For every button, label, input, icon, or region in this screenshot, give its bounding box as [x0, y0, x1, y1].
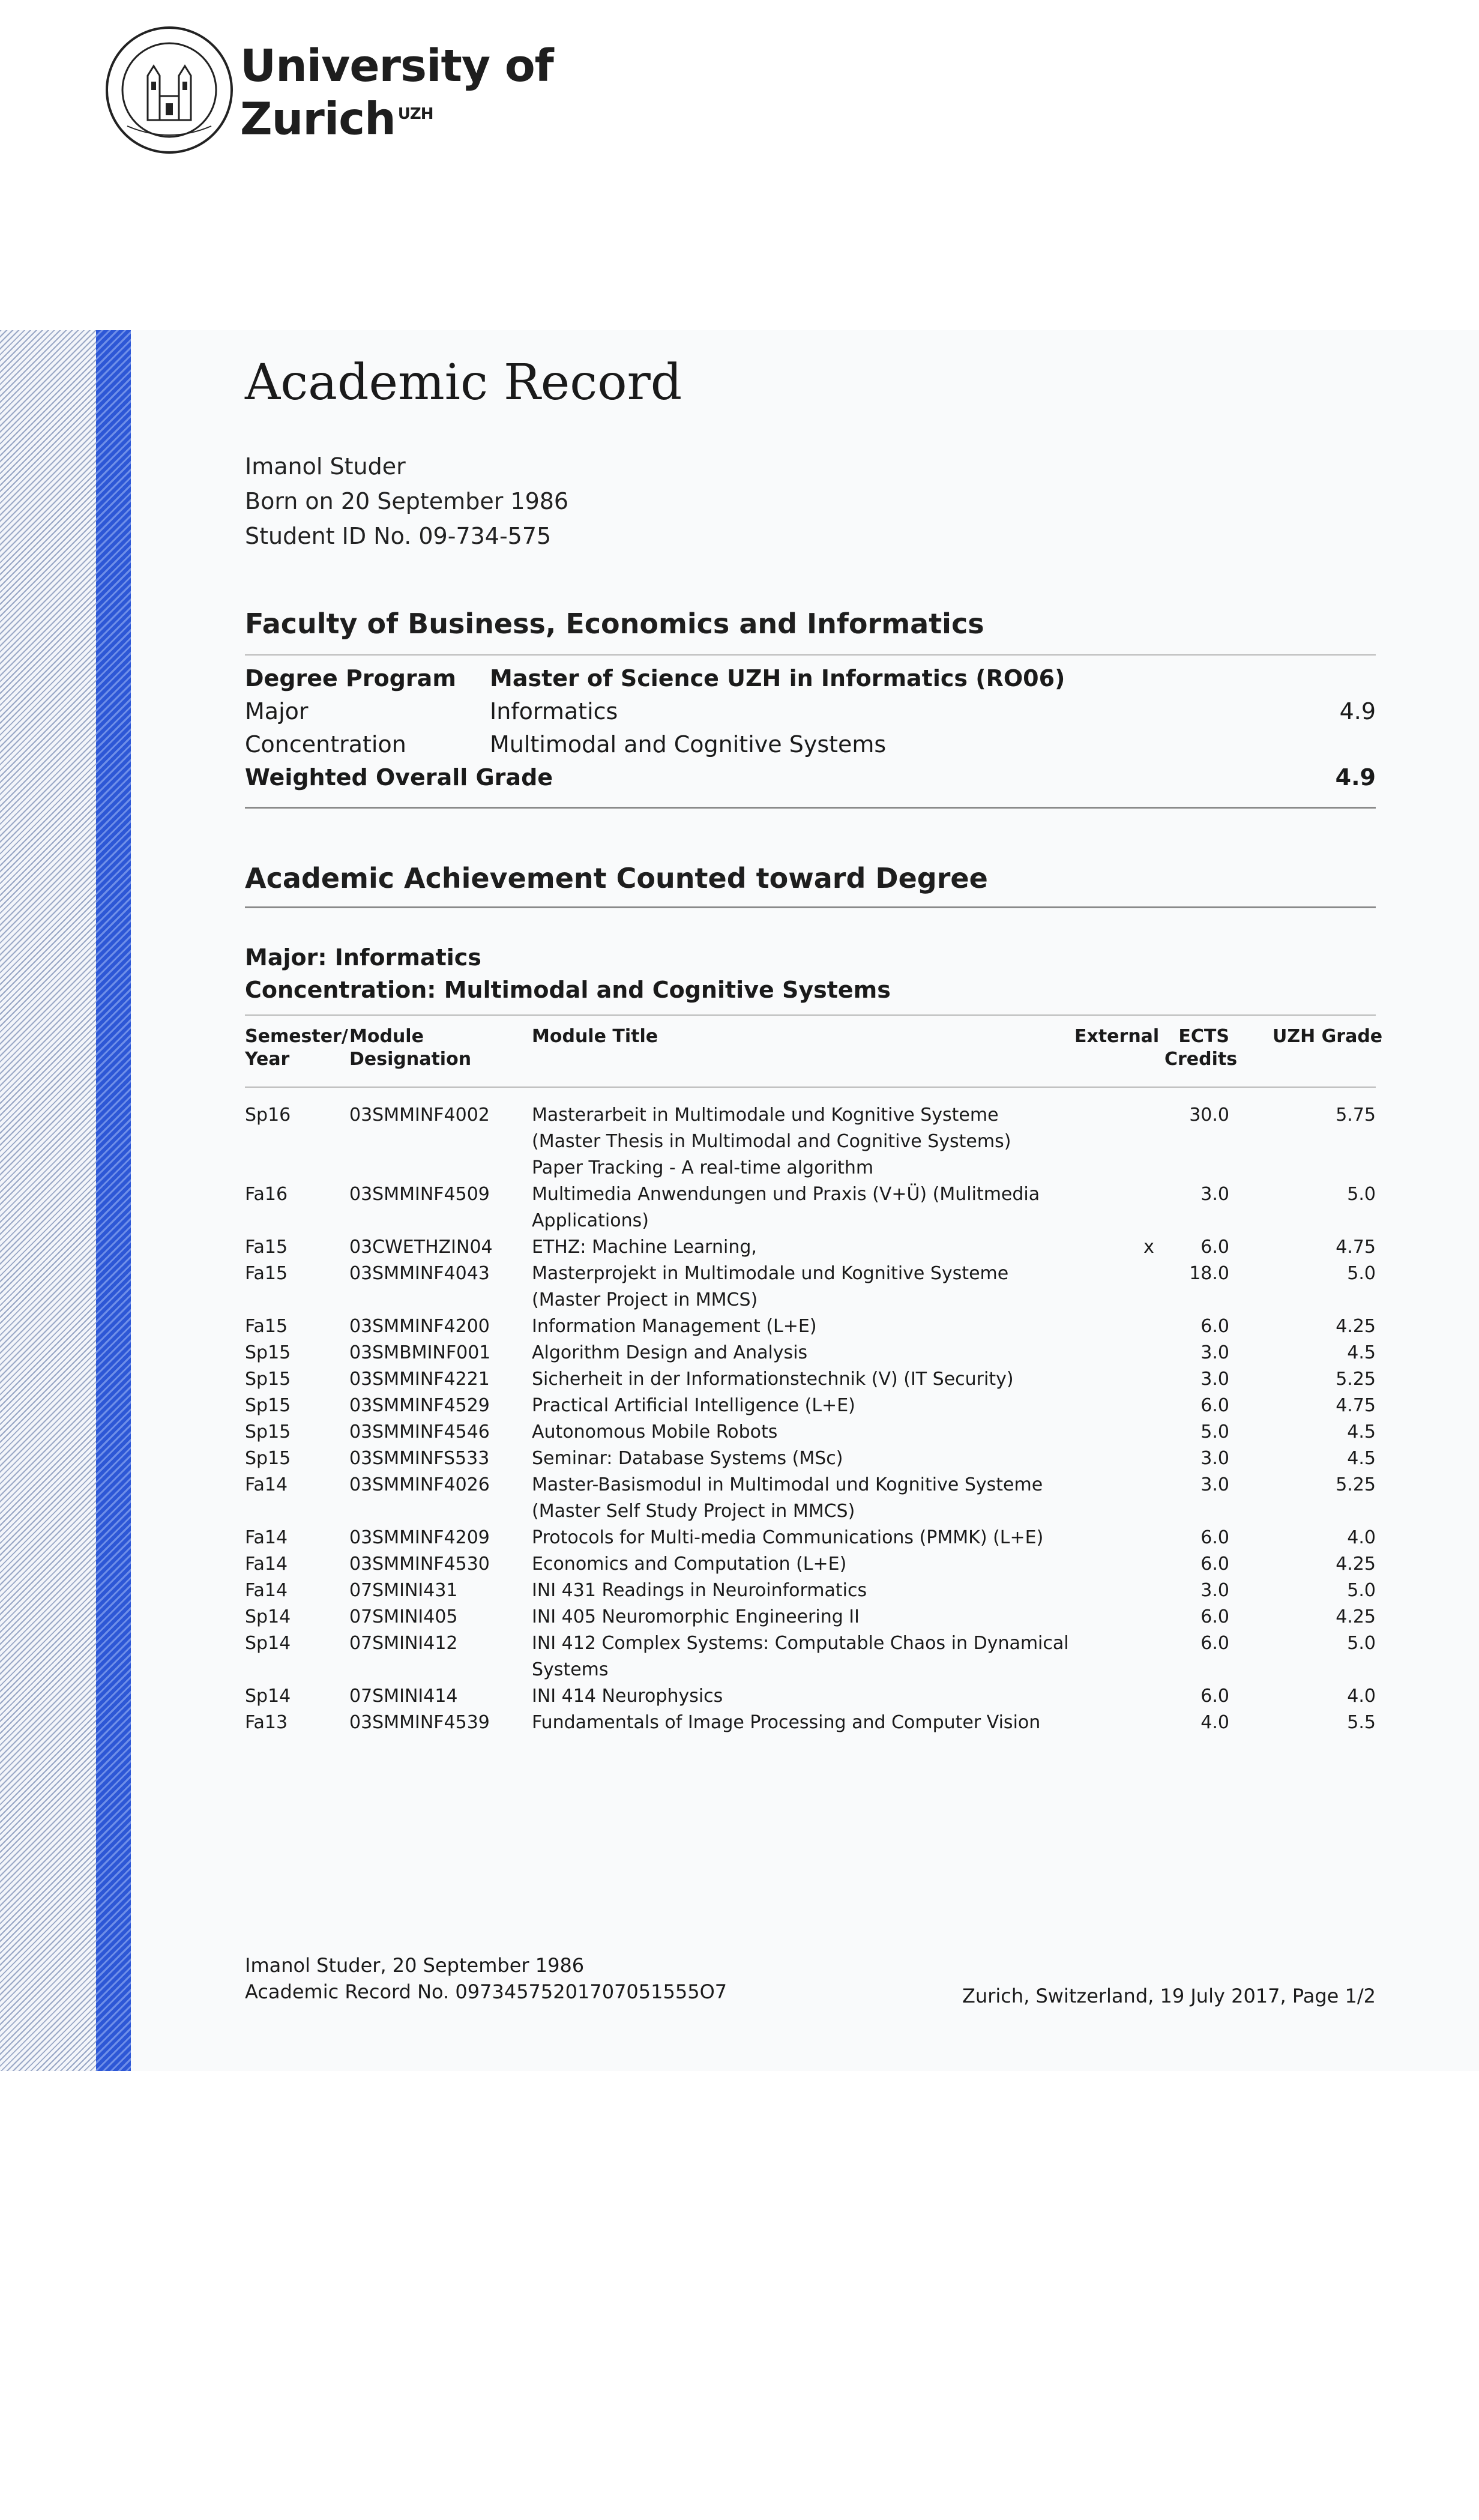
uzh-grade-cell: 4.25	[1336, 1606, 1376, 1627]
table-row	[245, 1551, 1376, 1578]
table-row	[245, 1578, 1376, 1604]
header-module-line2: Designation	[349, 1049, 472, 1070]
semester-cell: Fa15	[245, 1263, 288, 1284]
faculty-bottom-rule	[245, 807, 1376, 809]
degree-program-label: Degree Program	[245, 665, 456, 692]
wordmark-uzh: UZH	[397, 105, 433, 123]
achievement-major: Major: Informatics	[245, 944, 481, 971]
module-designation-cell: 07SMINI431	[349, 1580, 458, 1601]
module-designation-cell: 03CWETHZIN04	[349, 1237, 493, 1258]
semester-cell: Sp15	[245, 1395, 291, 1416]
student-birth-date: Born on 20 September 1986	[245, 488, 569, 514]
ects-credits-cell: 6.0	[1200, 1316, 1229, 1337]
uzh-grade-cell: 5.25	[1336, 1369, 1376, 1390]
ects-credits-cell: 3.0	[1200, 1580, 1229, 1601]
header-semester	[245, 1025, 348, 1071]
ects-credits-cell: 6.0	[1200, 1606, 1229, 1627]
module-designation-cell: 03SMMINFS533	[349, 1448, 490, 1469]
concentration-row	[245, 731, 1376, 764]
major-value: Informatics	[490, 698, 618, 725]
uzh-grade-cell: 4.5	[1347, 1448, 1376, 1469]
semester-cell: Fa14	[245, 1554, 288, 1575]
module-title: Economics and Computation (L+E)	[532, 1554, 847, 1575]
module-designation-cell: 03SMMINF4509	[349, 1184, 490, 1205]
semester-cell: Sp15	[245, 1421, 291, 1442]
ects-credits-cell: 3.0	[1200, 1184, 1229, 1205]
uzh-grade-cell: 5.0	[1347, 1580, 1376, 1601]
ects-credits-cell: 6.0	[1200, 1527, 1229, 1548]
header-ects	[1164, 1025, 1238, 1071]
table-row	[245, 1340, 1376, 1366]
footer-name-line: Imanol Studer, 20 September 1986	[245, 1954, 585, 1977]
table-row	[245, 1525, 1376, 1551]
module-title: Practical Artificial Intelligence (L+E)	[532, 1395, 855, 1416]
module-designation-cell: 03SMMINF4043	[349, 1263, 490, 1284]
header-module-title: Module Title	[532, 1026, 658, 1047]
uzh-grade-cell: 5.0	[1347, 1633, 1376, 1654]
weighted-grade-label: Weighted Overall Grade	[245, 764, 553, 791]
uzh-grade-cell: 4.5	[1347, 1421, 1376, 1442]
course-table-body	[245, 1102, 1376, 1736]
ects-credits-cell: 30.0	[1189, 1105, 1229, 1126]
semester-cell: Sp15	[245, 1448, 291, 1469]
table-row	[245, 1313, 1376, 1340]
module-title: ETHZ: Machine Learning,	[532, 1237, 757, 1258]
module-title: Information Management (L+E)	[532, 1316, 817, 1337]
header-grade: UZH Grade	[1273, 1026, 1383, 1047]
guilloche-border	[0, 330, 96, 2071]
achievement-heading: Academic Achievement Counted toward Degree	[245, 862, 988, 894]
module-designation-cell: 03SMMINF4529	[349, 1395, 490, 1416]
achievement-rule	[245, 906, 1376, 908]
semester-cell: Sp15	[245, 1369, 291, 1390]
module-title: Master-Basismodul in Multimodal und Kognitive Systeme (Master Self Study Project in MMCS)	[532, 1474, 1043, 1522]
table-row	[245, 1366, 1376, 1393]
major-row	[245, 698, 1376, 731]
module-designation-cell: 07SMINI412	[349, 1633, 458, 1654]
degree-program-row	[245, 665, 1376, 698]
module-designation-cell: 03SMMINF4221	[349, 1369, 490, 1390]
table-row	[245, 1234, 1376, 1261]
table-row	[245, 1604, 1376, 1630]
uzh-grade-cell: 5.5	[1347, 1712, 1376, 1733]
header-ects-line2: Credits	[1164, 1049, 1238, 1070]
table-row	[245, 1419, 1376, 1445]
ects-credits-cell: 3.0	[1200, 1369, 1229, 1390]
table-header-rule	[245, 1087, 1376, 1088]
achievement-concentration: Concentration: Multimodal and Cognitive Systems	[245, 977, 891, 1003]
university-seal-logo	[103, 24, 235, 156]
table-row	[245, 1261, 1376, 1313]
module-designation-cell: 03SMMINF4209	[349, 1527, 490, 1548]
weighted-grade-value: 4.9	[1335, 764, 1376, 791]
semester-cell: Sp14	[245, 1606, 291, 1627]
table-row	[245, 1710, 1376, 1736]
ects-credits-cell: 6.0	[1200, 1686, 1229, 1707]
university-wordmark	[240, 42, 553, 143]
student-id: Student ID No. 09-734-575	[245, 523, 552, 549]
ects-credits-cell: 6.0	[1200, 1554, 1229, 1575]
module-title: Fundamentals of Image Processing and Computer Vision	[532, 1712, 1041, 1733]
uzh-grade-cell: 5.0	[1347, 1263, 1376, 1284]
weighted-grade-row	[245, 764, 1376, 797]
ects-credits-cell: 4.0	[1200, 1712, 1229, 1733]
module-title: Masterarbeit in Multimodale und Kognitive Systeme (Master Thesis in Multimodal and Cognitive Systems)	[532, 1105, 1011, 1152]
document-title: Academic Record	[245, 354, 682, 411]
faculty-heading: Faculty of Business, Economics and Informatics	[245, 607, 984, 640]
header-module	[349, 1025, 471, 1071]
semester-cell: Fa15	[245, 1316, 288, 1337]
external-cell: x	[1143, 1237, 1154, 1258]
ects-credits-cell: 6.0	[1200, 1237, 1229, 1258]
semester-cell: Fa15	[245, 1237, 288, 1258]
uzh-grade-cell: 5.0	[1347, 1184, 1376, 1205]
ects-credits-cell: 3.0	[1200, 1474, 1229, 1495]
header-ects-line1: ECTS	[1178, 1026, 1229, 1047]
module-title: Multimedia Anwendungen und Praxis (V+Ü) (Mulitmedia Applications)	[532, 1184, 1040, 1231]
uzh-grade-cell: 4.75	[1336, 1395, 1376, 1416]
semester-cell: Sp15	[245, 1342, 291, 1363]
uzh-grade-cell: 4.0	[1347, 1527, 1376, 1548]
module-designation-cell: 03SMMINF4539	[349, 1712, 490, 1733]
module-designation-cell: 03SMMINF4546	[349, 1421, 490, 1442]
concentration-label: Concentration	[245, 731, 406, 758]
footer-left	[245, 1952, 727, 2005]
ects-credits-cell: 3.0	[1200, 1342, 1229, 1363]
module-designation-cell: 03SMMINF4200	[349, 1316, 490, 1337]
module-title: Algorithm Design and Analysis	[532, 1342, 808, 1363]
table-row	[245, 1393, 1376, 1419]
header-semester-line1: Semester/	[245, 1026, 348, 1047]
ects-credits-cell: 18.0	[1189, 1263, 1229, 1284]
student-info	[245, 449, 568, 553]
uzh-grade-cell: 4.0	[1347, 1686, 1376, 1707]
uzh-grade-cell: 4.25	[1336, 1554, 1376, 1575]
semester-cell: Fa14	[245, 1474, 288, 1495]
module-title: Sicherheit in der Informationstechnik (V) (IT Security)	[532, 1369, 1014, 1390]
wordmark-zurich: Zurich	[240, 93, 396, 145]
header-module-line1: Module	[349, 1026, 424, 1047]
module-title: Masterprojekt in Multimodale und Kognitive Systeme (Master Project in MMCS)	[532, 1263, 1009, 1310]
module-designation-cell: 07SMINI405	[349, 1606, 458, 1627]
semester-cell: Sp16	[245, 1105, 291, 1126]
major-label: Major	[245, 698, 309, 725]
module-title: INI 414 Neurophysics	[532, 1686, 723, 1707]
ects-credits-cell: 3.0	[1200, 1448, 1229, 1469]
table-row	[245, 1683, 1376, 1710]
semester-cell: Sp14	[245, 1686, 291, 1707]
module-designation-cell: 07SMINI414	[349, 1686, 458, 1707]
wordmark-line-1: University of	[240, 40, 553, 92]
table-top-rule	[245, 1014, 1376, 1016]
wordmark-line-2	[240, 90, 553, 143]
semester-cell: Fa14	[245, 1580, 288, 1601]
uzh-grade-cell: 4.75	[1336, 1237, 1376, 1258]
module-designation-cell: 03SMMINF4026	[349, 1474, 490, 1495]
uzh-grade-cell: 4.25	[1336, 1316, 1376, 1337]
header-semester-line2: Year	[245, 1049, 290, 1070]
table-row	[245, 1472, 1376, 1525]
blue-security-strip	[96, 330, 131, 2071]
degree-program-value: Master of Science UZH in Informatics (RO06)	[490, 665, 1065, 692]
uzh-grade-cell: 5.25	[1336, 1474, 1376, 1495]
semester-cell: Fa16	[245, 1184, 288, 1205]
table-row	[245, 1445, 1376, 1472]
module-title: Seminar: Database Systems (MSc)	[532, 1448, 843, 1469]
module-title: Autonomous Mobile Robots	[532, 1421, 778, 1442]
table-row	[245, 1181, 1376, 1234]
uzh-grade-cell: 4.5	[1347, 1342, 1376, 1363]
table-row	[245, 1102, 1376, 1181]
student-name: Imanol Studer	[245, 453, 406, 480]
module-subtitle: Paper Tracking - A real-time algorithm	[532, 1157, 874, 1178]
ects-credits-cell: 5.0	[1200, 1421, 1229, 1442]
semester-cell: Fa14	[245, 1527, 288, 1548]
footer-record-number: Academic Record No. 09734575201707051555O7	[245, 1980, 727, 2003]
concentration-value: Multimodal and Cognitive Systems	[490, 731, 887, 758]
semester-cell: Sp14	[245, 1633, 291, 1654]
footer-place-date: Zurich, Switzerland, 19 July 2017, Page 1/2	[962, 1985, 1376, 2007]
major-grade: 4.9	[1339, 698, 1376, 725]
module-designation-cell: 03SMMINF4530	[349, 1554, 490, 1575]
faculty-rule	[245, 654, 1376, 656]
module-designation-cell: 03SMMINF4002	[349, 1105, 490, 1126]
semester-cell: Fa13	[245, 1712, 288, 1733]
uzh-grade-cell: 5.75	[1336, 1105, 1376, 1126]
module-title: INI 412 Complex Systems: Computable Chaos in Dynamical Systems	[532, 1633, 1069, 1680]
ects-credits-cell: 6.0	[1200, 1633, 1229, 1654]
module-designation-cell: 03SMBMINF001	[349, 1342, 491, 1363]
module-title: INI 405 Neuromorphic Engineering II	[532, 1606, 860, 1627]
module-title: INI 431 Readings in Neuroinformatics	[532, 1580, 867, 1601]
table-row	[245, 1630, 1376, 1683]
header-external: External	[1074, 1026, 1160, 1047]
module-title: Protocols for Multi-media Communications (PMMK) (L+E)	[532, 1527, 1044, 1548]
ects-credits-cell: 6.0	[1200, 1395, 1229, 1416]
